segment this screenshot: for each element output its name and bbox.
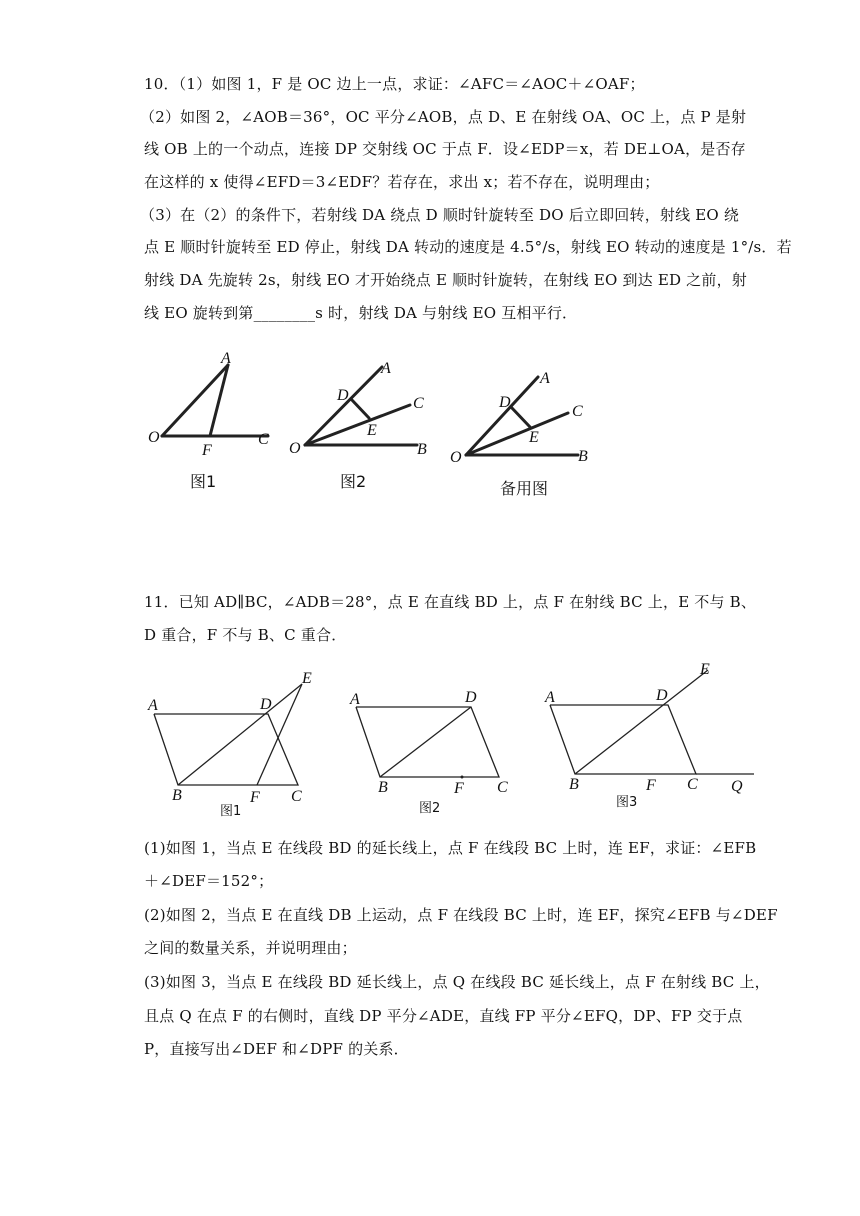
q11-figure-2 bbox=[345, 676, 535, 830]
q11-part-1-line-1: (1)如图 1，当点 E 在线段 BD 的延长线上，点 F 在线段 BC 上时，连 EF，求证：∠EFB bbox=[144, 839, 757, 857]
q11-figure-3 bbox=[540, 660, 760, 824]
label-b: B bbox=[569, 776, 579, 793]
point-f bbox=[461, 776, 464, 779]
q10-line-6: 点 E 顺时针旋转至 ED 停止，射线 DA 转动的速度是 4.5°/s，射线 EO 转动的速度是 1°/s．若 bbox=[144, 238, 792, 256]
ray-oc bbox=[466, 413, 568, 455]
caption-fig1: 图1 bbox=[220, 804, 242, 819]
label-f: F bbox=[646, 777, 656, 794]
label-c: C bbox=[413, 395, 424, 412]
label-o: O bbox=[289, 440, 301, 457]
q11-line-2: D 重合，F 不与 B、C 重合． bbox=[144, 626, 347, 644]
q10-line-3: 线 OB 上的一个动点，连接 DP 交射线 OC 于点 F．设∠EDP＝x，若 DE⊥OA，是否存 bbox=[144, 140, 746, 158]
q11-part-2-line-2: 之间的数量关系，并说明理由； bbox=[144, 939, 357, 957]
label-a: A bbox=[545, 689, 555, 706]
caption-fig2: 图2 bbox=[419, 801, 441, 816]
q11-part-3-line-3: P，直接写出∠DEF 和∠DPF 的关系． bbox=[144, 1040, 409, 1058]
diagonal-bd bbox=[380, 707, 471, 777]
q10-line-7: 射线 DA 先旋转 2s，射线 EO 才开始绕点 E 顺时针旋转，在射线 EO 到达 ED 之前，射 bbox=[144, 271, 747, 289]
label-b: B bbox=[378, 779, 388, 796]
q11-part-1-line-2: ＋∠DEF＝152°； bbox=[144, 872, 274, 890]
label-c: C bbox=[291, 788, 302, 805]
q10-line-4: 在这样的 x 使得∠EFD＝3∠EDF？若存在，求出 x；若不存在，说明理由； bbox=[144, 173, 660, 191]
q10-figure-2 bbox=[285, 355, 445, 499]
parallelogram-abcd bbox=[356, 707, 499, 777]
label-e: E bbox=[529, 429, 539, 446]
label-f: F bbox=[202, 442, 212, 459]
q10-line-5: （3）在（2）的条件下，若射线 DA 绕点 D 顺时针旋转至 DO 后立即回转，射线 EO 绕 bbox=[140, 206, 740, 224]
q10-line-2: （2）如图 2，∠AOB＝36°，OC 平分∠AOB，点 D、E 在射线 OA、OC 上，点 P 是射 bbox=[140, 108, 747, 126]
caption-fig1: 图1 bbox=[190, 472, 217, 491]
label-d: D bbox=[656, 687, 668, 704]
q11-part-2-line-1: (2)如图 2，当点 E 在直线 DB 上运动，点 F 在线段 BC 上时，连 EF，探究∠EFB 与∠DEF bbox=[144, 906, 778, 924]
label-c: C bbox=[687, 776, 698, 793]
parallelogram-abcd bbox=[154, 714, 298, 785]
q11-line-1: 11．已知 AD∥BC，∠ADB＝28°，点 E 在直线 BD 上，点 F 在射线 BC 上，E 不与 B、 bbox=[144, 593, 757, 611]
label-b: B bbox=[578, 448, 588, 465]
ray-oc bbox=[305, 405, 410, 445]
label-o: O bbox=[148, 429, 160, 446]
label-c: C bbox=[572, 403, 583, 420]
ray-oa bbox=[466, 377, 538, 455]
q10-line-8: 线 EO 旋转到第________s 时，射线 DA 与射线 EO 互相平行． bbox=[144, 304, 578, 322]
label-o: O bbox=[450, 449, 462, 466]
q11-figure-1 bbox=[140, 668, 330, 832]
caption-fig2: 图2 bbox=[340, 472, 367, 491]
label-a: A bbox=[540, 370, 550, 387]
label-b: B bbox=[172, 787, 182, 804]
q10-figure-3 bbox=[446, 365, 606, 509]
label-f: F bbox=[454, 780, 464, 797]
q11-part-3-line-2: 且点 Q 在点 F 的右侧时，直线 DP 平分∠ADE，直线 FP 平分∠EFQ，DP、FP 交于点 bbox=[144, 1007, 743, 1025]
label-c: C bbox=[258, 431, 269, 448]
q10-figure-1 bbox=[140, 345, 280, 499]
label-d: D bbox=[465, 689, 477, 706]
caption-fig3: 备用图 bbox=[500, 479, 549, 498]
label-a: A bbox=[350, 691, 360, 708]
label-d: D bbox=[499, 394, 511, 411]
label-e: E bbox=[367, 422, 377, 439]
label-a: A bbox=[148, 697, 158, 714]
line-be bbox=[575, 670, 708, 774]
segment-de bbox=[511, 407, 530, 427]
label-e: E bbox=[700, 661, 710, 678]
label-a: A bbox=[221, 350, 231, 367]
label-q: Q bbox=[731, 778, 743, 795]
label-c: C bbox=[497, 779, 508, 796]
segment-de bbox=[351, 399, 369, 418]
line-be bbox=[178, 684, 302, 785]
parallelogram-abcd bbox=[550, 705, 696, 774]
label-b: B bbox=[417, 441, 427, 458]
label-f: F bbox=[250, 789, 260, 806]
label-d: D bbox=[337, 387, 349, 404]
q11-part-3-line-1: (3)如图 3，当点 E 在线段 BD 延长线上，点 Q 在线段 BC 延长线上，点 F 在射线 BC 上， bbox=[144, 973, 770, 991]
label-d: D bbox=[260, 696, 272, 713]
label-a: A bbox=[381, 360, 391, 377]
caption-fig3: 图3 bbox=[616, 795, 638, 810]
label-e: E bbox=[302, 670, 312, 687]
q10-line-1: 10．（1）如图 1，F 是 OC 边上一点，求证：∠AFC＝∠AOC＋∠OAF； bbox=[144, 75, 645, 93]
